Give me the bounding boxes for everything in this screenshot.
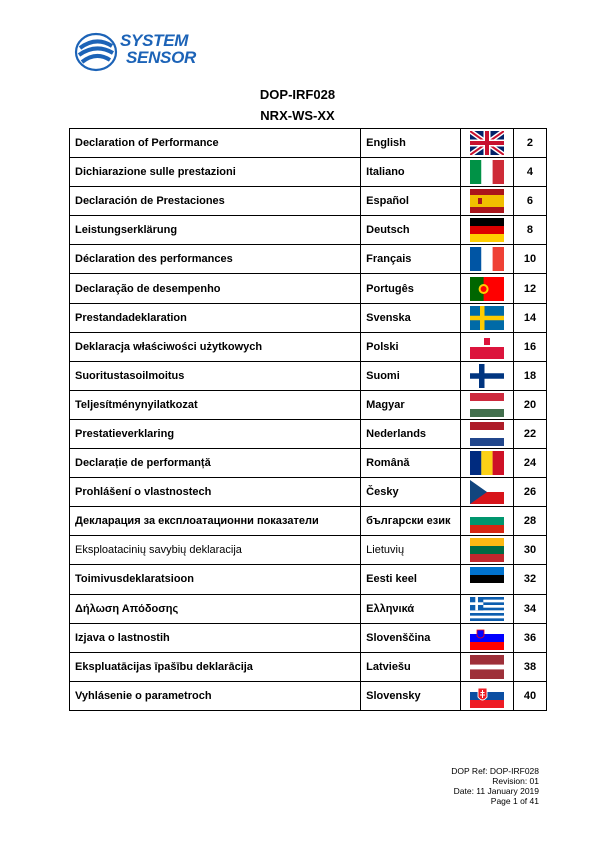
declaration-title: Leistungserklärung <box>70 216 361 245</box>
portugal-flag-icon <box>470 277 504 301</box>
table-row <box>70 449 547 478</box>
poland-flag-icon <box>470 335 504 359</box>
page-number: 38 <box>513 652 546 681</box>
table-row <box>70 303 547 332</box>
page-number: 10 <box>513 245 546 274</box>
declaration-title: Eksploatacinių savybių deklaracija <box>70 536 361 565</box>
page-number: 14 <box>513 303 546 332</box>
product-title: NRX-WS-XX <box>260 108 335 123</box>
declaration-title: Teljesítménynyilatkozat <box>70 390 361 419</box>
page-number: 6 <box>513 187 546 216</box>
table-row <box>70 158 547 187</box>
page-number: 40 <box>513 681 546 710</box>
declaration-title: Prohlášení o vlastnostech <box>70 478 361 507</box>
page-number: 4 <box>513 158 546 187</box>
logo-line1: SYSTEM <box>120 31 189 50</box>
flag-cell <box>461 303 514 332</box>
flag-cell <box>461 419 514 448</box>
language-name: Español <box>361 187 461 216</box>
language-name: Deutsch <box>361 216 461 245</box>
language-name: Svenska <box>361 303 461 332</box>
declaration-title: Suoritustasoilmoitus <box>70 361 361 390</box>
slovakia-flag-icon <box>470 684 504 708</box>
declaration-title: Deklaracja właściwości użytkowych <box>70 332 361 361</box>
table-row <box>70 274 547 303</box>
table-row <box>70 652 547 681</box>
language-name: Italiano <box>361 158 461 187</box>
language-name: Lietuvių <box>361 536 461 565</box>
table-row <box>70 536 547 565</box>
page-number: 8 <box>513 216 546 245</box>
table-row <box>70 129 547 158</box>
lithuania-flag-icon <box>470 538 504 562</box>
declaration-title: Declaración de Prestaciones <box>70 187 361 216</box>
footer-revision: Revision: 01 <box>492 776 539 786</box>
latvia-flag-icon <box>470 655 504 679</box>
page-number: 28 <box>513 507 546 536</box>
language-name: Română <box>361 449 461 478</box>
flag-cell <box>461 274 514 303</box>
italy-flag-icon <box>470 160 504 184</box>
page-number: 26 <box>513 478 546 507</box>
footer-date: Date: 11 January 2019 <box>453 786 539 796</box>
table-row <box>70 390 547 419</box>
declaration-title: Izjava o lastnostih <box>70 623 361 652</box>
greece-flag-icon <box>470 597 504 621</box>
page-number: 12 <box>513 274 546 303</box>
language-name: Français <box>361 245 461 274</box>
hungary-flag-icon <box>470 393 504 417</box>
page-number: 16 <box>513 332 546 361</box>
flag-cell <box>461 449 514 478</box>
declaration-title: Dichiarazione sulle prestazioni <box>70 158 361 187</box>
flag-cell <box>461 129 514 158</box>
spain-flag-icon <box>470 189 504 213</box>
language-name: Portugês <box>361 274 461 303</box>
language-name: Polski <box>361 332 461 361</box>
language-name: Suomi <box>361 361 461 390</box>
declaration-title: Declaration of Performance <box>70 129 361 158</box>
page-number: 30 <box>513 536 546 565</box>
flag-cell <box>461 536 514 565</box>
flag-cell <box>461 332 514 361</box>
flag-cell <box>461 507 514 536</box>
language-name: Slovenščina <box>361 623 461 652</box>
declaration-title: Vyhlásenie o parametroch <box>70 681 361 710</box>
germany-flag-icon <box>470 218 504 242</box>
flag-cell <box>461 390 514 419</box>
declaration-title: Declaração de desempenho <box>70 274 361 303</box>
declaration-title: Ekspluatācijas īpašību deklarācija <box>70 652 361 681</box>
declaration-title: Prestatieverklaring <box>70 419 361 448</box>
footer-ref: DOP Ref: DOP-IRF028 <box>451 766 539 776</box>
page-number: 36 <box>513 623 546 652</box>
estonia-flag-icon <box>470 567 504 591</box>
uk-flag-icon <box>470 131 504 155</box>
language-name: Nederlands <box>361 419 461 448</box>
romania-flag-icon <box>470 451 504 475</box>
flag-cell <box>461 245 514 274</box>
flag-cell <box>461 681 514 710</box>
flag-cell <box>461 652 514 681</box>
table-row <box>70 507 547 536</box>
language-name: Eesti keel <box>361 565 461 594</box>
table-row <box>70 245 547 274</box>
declaration-title: Декларация за експлоатационни показатели <box>70 507 361 536</box>
table-row <box>70 216 547 245</box>
language-name: български език <box>361 507 461 536</box>
page-number: 34 <box>513 594 546 623</box>
table-row <box>70 187 547 216</box>
language-name: Ελληνικά <box>361 594 461 623</box>
declaration-title: Δήλωση Απόδοσης <box>70 594 361 623</box>
logo-line2: SENSOR <box>126 48 196 67</box>
language-name: English <box>361 129 461 158</box>
flag-cell <box>461 361 514 390</box>
table-row <box>70 623 547 652</box>
page-number: 24 <box>513 449 546 478</box>
language-name: Magyar <box>361 390 461 419</box>
page-number: 20 <box>513 390 546 419</box>
page-number: 18 <box>513 361 546 390</box>
flag-cell <box>461 478 514 507</box>
logo-swoosh-icon <box>74 30 118 74</box>
flag-cell <box>461 565 514 594</box>
language-index-table <box>69 128 547 711</box>
page-number: 32 <box>513 565 546 594</box>
flag-cell <box>461 187 514 216</box>
table-row <box>70 594 547 623</box>
system-sensor-logo <box>74 30 214 78</box>
finland-flag-icon <box>470 364 504 388</box>
language-name: Česky <box>361 478 461 507</box>
doc-ref-title: DOP-IRF028 <box>259 87 336 102</box>
declaration-title: Toimivusdeklaratsioon <box>70 565 361 594</box>
page-number: 22 <box>513 419 546 448</box>
table-row <box>70 681 547 710</box>
footer-page: Page 1 of 41 <box>490 796 539 806</box>
table-row <box>70 565 547 594</box>
slovenia-flag-icon <box>470 626 504 650</box>
flag-cell <box>461 216 514 245</box>
declaration-title: Prestandadeklaration <box>70 303 361 332</box>
flag-cell <box>461 594 514 623</box>
footer-info <box>451 766 539 806</box>
netherlands-flag-icon <box>470 422 504 446</box>
page-number: 2 <box>513 129 546 158</box>
logo-wordmark <box>120 32 196 66</box>
table-row <box>70 478 547 507</box>
declaration-title: Declarație de performanță <box>70 449 361 478</box>
france-flag-icon <box>470 247 504 271</box>
declaration-title: Déclaration des performances <box>70 245 361 274</box>
language-name: Slovensky <box>361 681 461 710</box>
flag-cell <box>461 158 514 187</box>
table-row <box>70 419 547 448</box>
table-row <box>70 361 547 390</box>
language-name: Latviešu <box>361 652 461 681</box>
table-row <box>70 332 547 361</box>
czech-flag-icon <box>470 480 504 504</box>
flag-cell <box>461 623 514 652</box>
bulgaria-flag-icon <box>470 509 504 533</box>
sweden-flag-icon <box>470 306 504 330</box>
